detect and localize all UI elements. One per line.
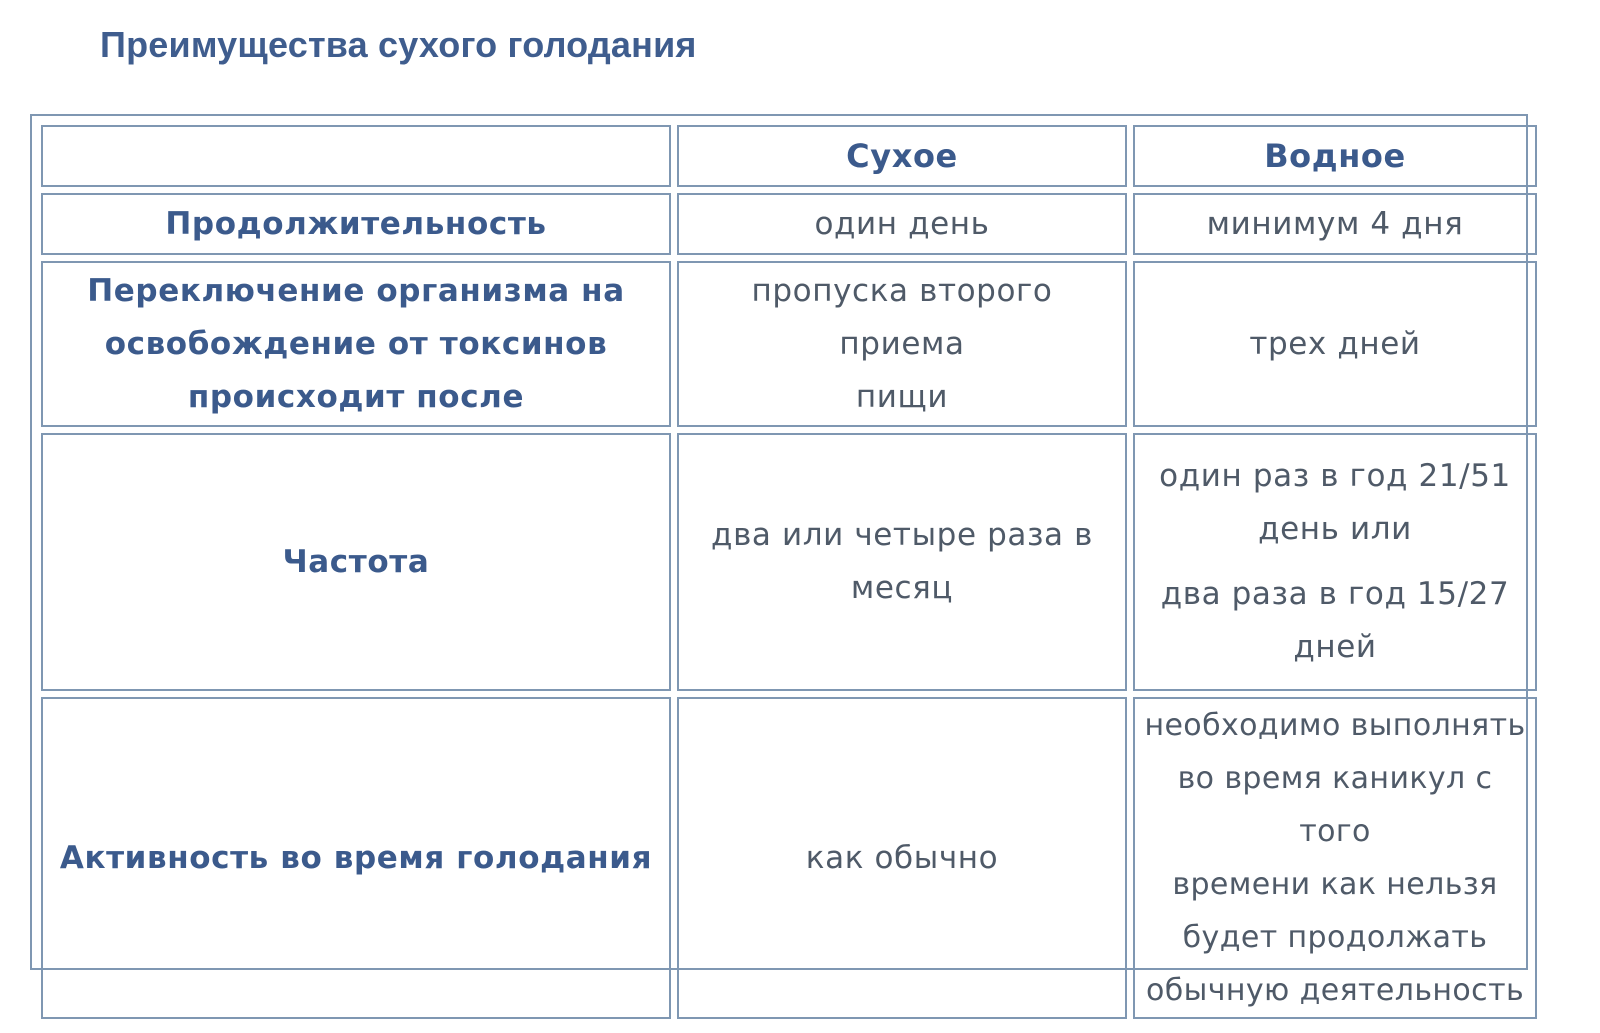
header-cell-water: Водное: [1133, 125, 1537, 187]
row-label-duration: Продолжительность: [41, 193, 671, 255]
row-label-line: Переключение организма на: [87, 272, 625, 309]
table-row-activity: [41, 697, 1537, 1019]
header-cell-empty: [41, 125, 671, 187]
page-title: Преимущества сухого голодания: [100, 24, 697, 65]
cell-line: два раза в год 15/27: [1160, 576, 1510, 612]
cell-dry-duration: один день: [677, 193, 1127, 255]
row-label-line: происходит после: [187, 378, 525, 415]
cell-line: один раз в год 21/51: [1159, 458, 1511, 494]
table-row-frequency: [41, 433, 1537, 691]
cell-water-frequency: [1133, 433, 1537, 691]
cell-dry-activity: как обычно: [677, 697, 1127, 1019]
row-label-frequency: Частота: [41, 433, 671, 691]
table-row-duration: [41, 193, 1537, 255]
table-header-row: [41, 125, 1537, 187]
cell-line: обычную деятельность: [1145, 973, 1525, 1008]
comparison-table-frame: [30, 114, 1528, 1008]
cell-line: месяц: [850, 570, 954, 606]
comparison-table: [35, 119, 1543, 1025]
cell-line: пропуска второго приема: [751, 272, 1053, 362]
header-cell-dry: Сухое: [677, 125, 1127, 187]
cell-water-activity: [1133, 697, 1537, 1019]
cell-dry-detox-switch: [677, 261, 1127, 427]
row-label-line: освобождение от токсинов: [104, 325, 608, 362]
row-label-detox-switch: [41, 261, 671, 427]
cell-dry-frequency: [677, 433, 1127, 691]
cell-line: пищи: [855, 378, 949, 415]
cell-water-duration: минимум 4 дня: [1133, 193, 1537, 255]
row-label-activity: Активность во время голодания: [41, 697, 671, 1019]
cell-line: день или: [1258, 511, 1412, 547]
cell-line: дней: [1293, 629, 1377, 665]
cell-line: во время каникул с того: [1177, 761, 1493, 849]
cell-line: времени как нельзя: [1172, 867, 1498, 902]
table-row-detox-switch: [41, 261, 1537, 427]
cell-line: будет продолжать: [1182, 920, 1488, 955]
cell-line: два или четыре раза в: [711, 517, 1093, 553]
cell-water-detox-switch: трех дней: [1133, 261, 1537, 427]
cell-line: необходимо выполнять: [1144, 708, 1526, 743]
